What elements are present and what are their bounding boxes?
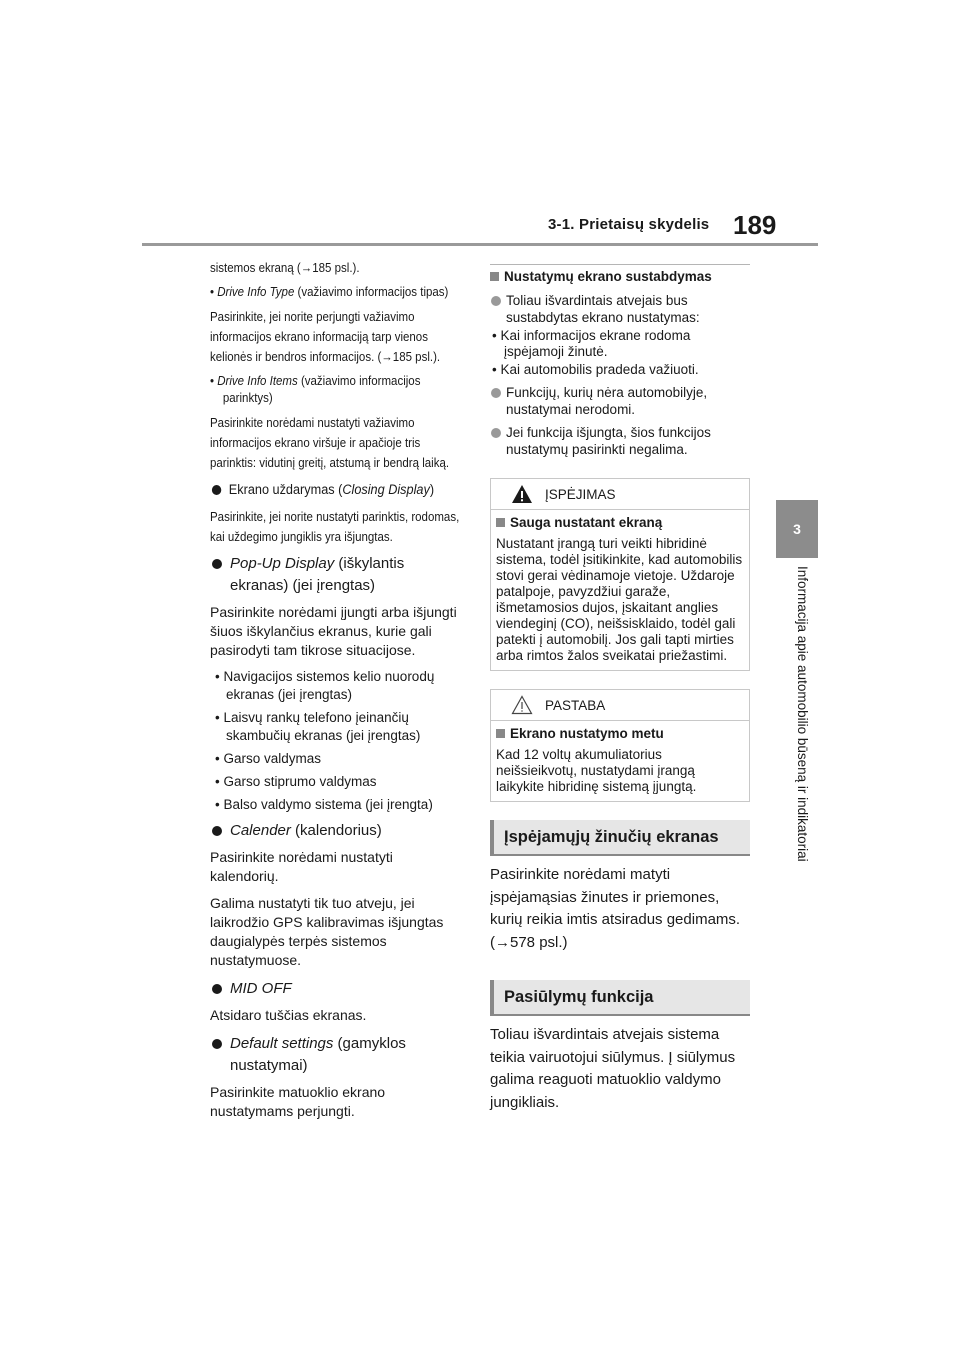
info-point-text: Funkcijų, kurių nėra automobilyje, nustatymai nerodomi.: [506, 385, 708, 417]
warning-box: [490, 478, 750, 671]
option-heading: [210, 479, 484, 501]
list-item: • Garso valdymas: [215, 751, 322, 766]
paragraph: Pasirinkite norėdami nustatyti važiavimo informacijos ekrano viršuje ir apačioje tris parinktis: vidutinį greitį, atstumą ir bendrą laiką.: [210, 416, 450, 470]
list-item-text: Kai informacijos ekrane rodoma įspėjamoji žinutė.: [500, 328, 691, 359]
notice-title-text: Ekrano nustatymo metu: [510, 726, 664, 741]
warning-header: [491, 479, 749, 510]
header-divider: [142, 243, 818, 246]
list-item: • Navigacijos sistemos kelio nuorodų ekranas (jei įrengtas): [215, 669, 435, 702]
info-point: [490, 424, 750, 458]
info-sub-list: [490, 328, 750, 378]
paragraph: Pasirinkite, jei norite perjungti važiavimo informacijos ekrano informaciją tarp vienos kelionės ir bendros informacijos. (→185 psl.).: [210, 310, 441, 364]
option-heading: [210, 820, 464, 842]
notice-body: [491, 721, 749, 801]
list-item: • Laisvų rankų telefono įeinančių skambučių ekranas (jei įrengtas): [215, 710, 421, 743]
square-bullet-icon: [496, 729, 505, 738]
info-point: [490, 384, 750, 418]
heading-text: (gamyklos nustatymai): [230, 1035, 406, 1074]
info-point-text: Jei funkcija išjungta, šios funkcijos nustatymų pasirinkti negalima.: [506, 425, 711, 457]
info-point-text: Toliau išvardintais atvejais bus sustabdytas ekrano nustatymas:: [506, 293, 700, 325]
warning-title-text: Sauga nustatant ekraną: [510, 515, 663, 530]
paragraph: Galima nustatyti tik tuo atveju, jei laikrodžio GPS kalibravimas išjungtas daugialypės terpės sistemos nustatymuose.: [210, 895, 444, 968]
term: Drive Info Type: [217, 285, 295, 299]
heading-text: (iškylantis ekranas) (jei įrengtas): [230, 555, 405, 594]
paragraph: sistemos ekraną (→185 psl.).: [210, 261, 360, 275]
list-item: • Kai automobilis pradeda važiuoti.: [492, 362, 699, 377]
feature-list: [210, 668, 464, 814]
paragraph: Pasirinkite norėdami įjungti arba išjungti šiuos iškylančius ekranus, kurie gali pasirodyti tam tikrose situacijose.: [210, 604, 457, 658]
notice-title: [496, 725, 744, 743]
section-heading: Įspėjamųjų žinučių ekranas: [490, 820, 750, 856]
section-heading: Pasiūlymų funkcija: [490, 980, 750, 1016]
section-title: 3-1. Prietaisų skydelis: [548, 216, 710, 233]
list-item: • Garso stiprumo valdymas: [215, 774, 377, 789]
page-number: 189: [733, 210, 777, 240]
list-item-text: Navigacijos sistemos kelio nuorodų ekranas (jei įrengtas): [223, 669, 435, 702]
heading-text: (kalendorius): [290, 822, 382, 839]
notice-label: PASTABA: [545, 697, 606, 713]
square-bullet-icon: [496, 518, 505, 527]
option-heading: [210, 1033, 464, 1077]
right-column: [490, 258, 750, 1114]
term: Pop-Up Display: [230, 555, 335, 572]
list-item: • Drive Info Items (važiavimo informacijos parinktys): [210, 374, 421, 405]
caution-icon: [511, 695, 533, 715]
list-item-text: Garso stiprumo valdymas: [223, 774, 377, 789]
term: Closing Display: [342, 482, 430, 497]
square-bullet-icon: [490, 272, 499, 281]
term-description: (važiavimo informacijos tipas): [294, 285, 449, 299]
notice-text: Kad 12 voltų akumuliatorius neišsieikvotų, nustatydami įrangą laikykite hibridinę sistemą įjungtą.: [496, 747, 697, 794]
paragraph: Atsidaro tuščias ekranas.: [210, 1007, 367, 1023]
list-item-text: Kai automobilis pradeda važiuoti.: [500, 362, 699, 377]
warning-text: Nustatant įrangą turi veikti hibridinė sistema, todėl įsitikinkite, kad automobilis stovi gerai vėdinamoje vietoje. Uždaroje patalpoje, pavyzdžiui garaže, išmetamosios dujos, įskaitant anglies viendeginį (CO), neišsisklaido, todėl gali patekti į automobilį. Jos gali tapti mirties arba rimtos žalos sveikatai priežastimi.: [496, 536, 743, 663]
list-item-text: Laisvų rankų telefono įeinančių skambučių ekranas (jei įrengtas): [223, 710, 421, 743]
notice-box: [490, 689, 750, 802]
warning-body: [491, 510, 749, 670]
paragraph: Pasirinkite norėdami nustatyti kalendorių.: [210, 849, 393, 884]
paragraph: Pasirinkite, jei norite nustatyti parinktis, rodomas, kai uždegimo jungiklis yra išjungtas.: [210, 510, 460, 544]
list-item: • Kai informacijos ekrane rodoma įspėjamoji žinutė.: [492, 328, 691, 359]
warning-label: ĮSPĖJIMAS: [545, 486, 616, 502]
chapter-title: Informacija apie automobilio būseną ir indikatoriai: [795, 566, 810, 862]
heading-text: ): [429, 482, 435, 497]
list-item-text: Balso valdymo sistema (jei įrengta): [223, 797, 433, 812]
term: Default settings: [230, 1035, 334, 1052]
list-item: • Drive Info Type (važiavimo informacijos tipas): [210, 285, 449, 299]
warning-title: [496, 514, 744, 532]
term-description: (važiavimo informacijos parinktys): [222, 374, 421, 405]
paragraph: Pasirinkite norėdami matyti įspėjamąsias žinutes ir priemones, kurių reikia imtis atsiradus gedimams. (→578 psl.): [490, 866, 741, 951]
paragraph: Toliau išvardintais atvejais sistema teikia vairuotojui siūlymus. Į siūlymus galima reaguoti matuoklio valdymo jungikliais.: [490, 1026, 736, 1111]
subsection-title: [490, 268, 750, 286]
chapter-tab: [776, 500, 818, 558]
option-heading: [210, 553, 464, 597]
notice-header: [491, 690, 749, 721]
warning-icon: [511, 484, 533, 504]
list-item: • Balso valdymo sistema (jei įrengta): [215, 797, 433, 812]
term: Calender: [230, 822, 291, 839]
option-heading: [210, 978, 464, 1000]
term: Drive Info Items: [217, 374, 298, 388]
info-point: [490, 292, 750, 326]
heading-text: Ekrano uždarymas (: [228, 482, 343, 497]
list-item-text: Garso valdymas: [223, 751, 322, 766]
left-column: [210, 258, 464, 1129]
chapter-number: 3: [793, 521, 801, 537]
paragraph: Pasirinkite matuoklio ekrano nustatymams perjungti.: [210, 1084, 386, 1119]
subsection-title-text: Nustatymų ekrano sustabdymas: [504, 269, 712, 284]
term: MID OFF: [230, 980, 292, 997]
